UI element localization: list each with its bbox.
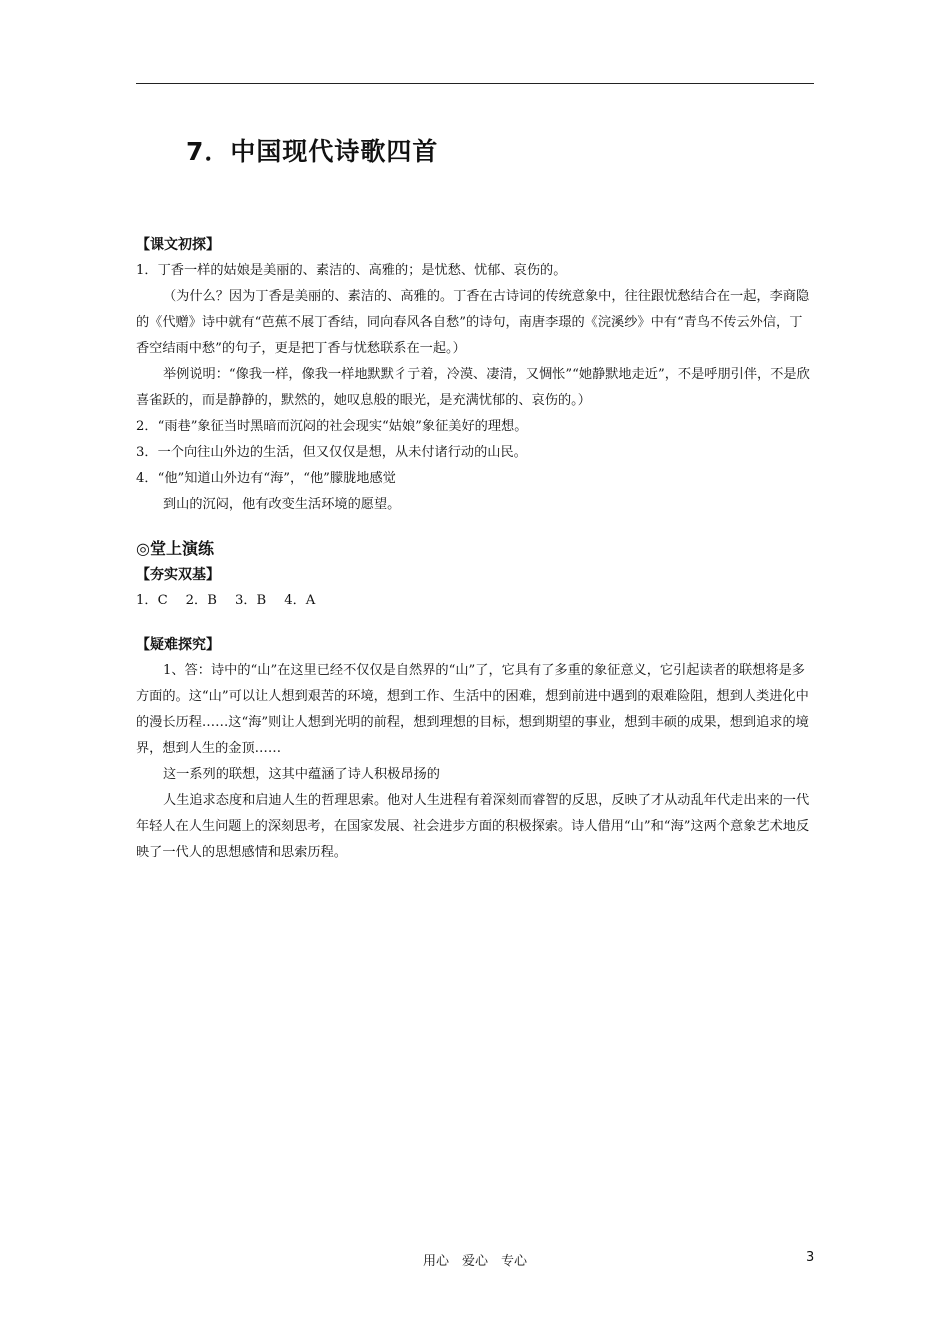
subsection-heading-difficult-questions: 【疑难探究】 (136, 637, 220, 653)
explanation-paragraph-3: 人生追求态度和启迪人生的哲理思索。他对人生进程有着深刻而睿智的反思，反映了才从动乱年代走出来的一代年轻人在人生问题上的深刻思考，在国家发展、社会进步方面的积极探索。诗人借用“山”和“海”这两个意象艺术地反映了一代人的思想感情和思索历程。 (136, 793, 810, 860)
answer-choice: 1．C (136, 593, 168, 608)
answer-item-1-example: 举例说明：“像我一样，像我一样地默默彳亍着，冷漠、凄清，又惆怅”“她静默地走近”，不是呼朋引伴，不是欣喜雀跃的，而是静静的，默然的，她叹息般的眼光，是充满忧郁的、哀伤的。） (136, 367, 810, 408)
subsection-heading-basics: 【夯实双基】 (136, 567, 220, 583)
explanation-paragraph-1: 1、答：诗中的“山”在这里已经不仅仅是自然界的“山”了，它具有了多重的象征意义，它引起读者的联想将是多方面的。这“山”可以让人想到艰苦的环境，想到工作、生活中的困难，想到前进中遇到的艰难险阻，想到人类进化中的漫长历程……这“海”则让人想到光明的前程，想到理想的目标，想到期望的事业，想到丰硕的成果，想到追求的境界，想到人生的金顶…… (136, 663, 809, 756)
answer-item-4: 4．“他”知道山外边有“海”，“他”朦胧地感觉 (136, 471, 396, 486)
multiple-choice-answers (136, 588, 814, 614)
page-title: 7．中国现代诗歌四首 (186, 137, 439, 166)
header-rule (136, 83, 814, 84)
section-heading-classroom-practice: ◎堂上演练 (136, 539, 214, 558)
answer-item-2: 2．“雨巷”象征当时黑暗而沉闷的社会现实“姑娘”象征美好的理想。 (136, 419, 528, 434)
explanation-paragraph-2: 这一系列的联想，这其中蕴涵了诗人积极昂扬的 (163, 767, 440, 782)
answer-choice: 4．A (284, 593, 316, 608)
answer-choice: 3．B (234, 593, 267, 608)
answer-item-4-continued: 到山的沉闷，他有改变生活环境的愿望。 (163, 497, 401, 512)
answer-item-1-note: （为什么？因为丁香是美丽的、素洁的、高雅的。丁香在古诗词的传统意象中，往往跟忧愁结合在一起，李商隐的《代赠》诗中就有“芭蕉不展丁香结，同向春风各自愁”的诗句，南唐李璟的《浣溪纱》中有“青鸟不传云外信，丁香空结雨中愁”的句子，更是把丁香与忧愁联系在一起。） (136, 289, 810, 356)
document-body (136, 232, 814, 866)
section-heading-lesson-preview: 【课文初探】 (136, 237, 220, 253)
page-number: 3 (806, 1250, 815, 1265)
answer-item-1: 1．丁香一样的姑娘是美丽的、素洁的、高雅的；是忧愁、忧郁、哀伤的。 (136, 263, 567, 278)
footer-motto: 用心 爱心 专心 (422, 1254, 527, 1269)
answer-choice: 2．B (185, 593, 217, 608)
answer-item-3: 3．一个向往山外边的生活，但又仅仅是想，从未付诸行动的山民。 (136, 445, 527, 460)
